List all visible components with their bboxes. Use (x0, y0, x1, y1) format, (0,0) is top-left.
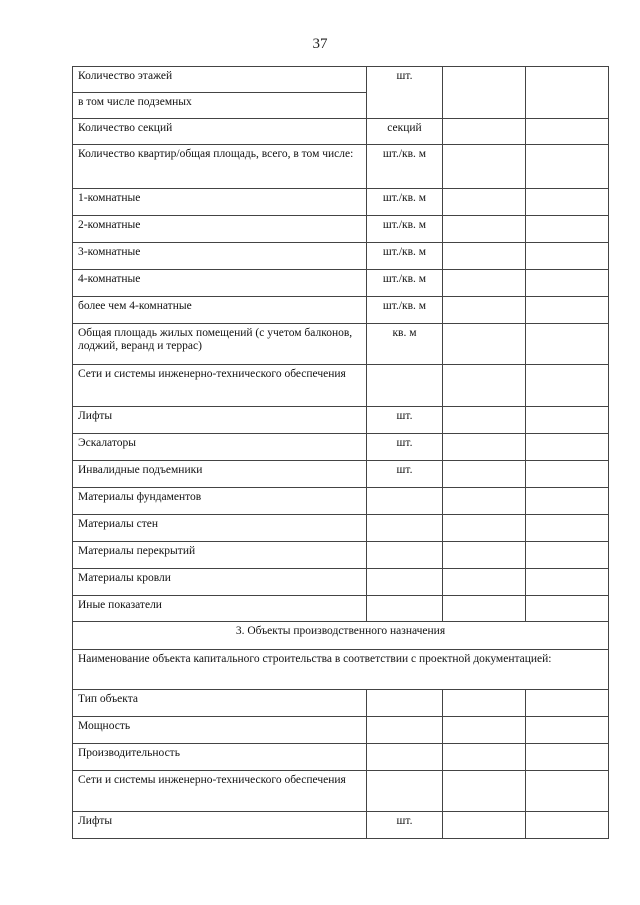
row-label: 1-комнатные (73, 189, 367, 216)
table-row (73, 189, 609, 216)
row-label: 4-комнатные (73, 270, 367, 297)
value-cell (443, 515, 526, 542)
row-unit: шт./кв. м (367, 216, 443, 243)
row-label: Количество этажей (73, 67, 367, 93)
table-row (73, 145, 609, 189)
row-unit: шт./кв. м (367, 297, 443, 324)
value-cell (443, 324, 526, 365)
table-row (73, 365, 609, 407)
value-cell (526, 717, 609, 744)
value-cell (443, 407, 526, 434)
table-row (73, 515, 609, 542)
row-label: Инвалидные подъемники (73, 461, 367, 488)
value-cell (526, 744, 609, 771)
value-cell (443, 488, 526, 515)
table-row (73, 542, 609, 569)
table-row (73, 569, 609, 596)
table-row (73, 119, 609, 145)
table-row (73, 461, 609, 488)
section-header-row (73, 622, 609, 650)
value-cell (526, 189, 609, 216)
row-label: в том числе подземных (73, 93, 367, 119)
row-unit: шт. (367, 461, 443, 488)
row-unit: шт./кв. м (367, 145, 443, 189)
table-row (73, 744, 609, 771)
row-label: Иные показатели (73, 596, 367, 622)
table-row (73, 717, 609, 744)
value-cell (526, 690, 609, 717)
value-cell (443, 744, 526, 771)
value-cell (443, 717, 526, 744)
row-label: Мощность (73, 717, 367, 744)
table-row (73, 270, 609, 297)
table-row (73, 771, 609, 812)
row-label: Наименование объекта капитального строительства в соответствии с проектной документацией: (73, 650, 609, 690)
table-row (73, 324, 609, 365)
value-cell (443, 216, 526, 243)
table-row (73, 243, 609, 270)
value-cell (526, 515, 609, 542)
row-unit: секций (367, 119, 443, 145)
table-row (73, 67, 609, 93)
value-cell (443, 243, 526, 270)
value-cell (526, 488, 609, 515)
row-unit: кв. м (367, 324, 443, 365)
value-cell (443, 145, 526, 189)
row-unit: шт./кв. м (367, 270, 443, 297)
value-cell (443, 270, 526, 297)
row-label: Тип объекта (73, 690, 367, 717)
row-label: более чем 4-комнатные (73, 297, 367, 324)
value-cell (443, 812, 526, 839)
value-cell (526, 771, 609, 812)
row-unit (367, 365, 443, 407)
row-label: Общая площадь жилых помещений (с учетом балконов, лоджий, веранд и террас) (73, 324, 367, 365)
table-row (73, 434, 609, 461)
value-cell (526, 365, 609, 407)
row-unit (367, 542, 443, 569)
row-unit (367, 596, 443, 622)
row-unit: шт. (367, 812, 443, 839)
table-row (73, 690, 609, 717)
value-cell (526, 542, 609, 569)
row-label: 3-комнатные (73, 243, 367, 270)
value-cell (526, 216, 609, 243)
value-cell (526, 243, 609, 270)
row-label: Сети и системы инженерно-технического обеспечения (73, 771, 367, 812)
value-cell (526, 407, 609, 434)
row-unit (367, 771, 443, 812)
row-unit (367, 488, 443, 515)
row-label: Материалы стен (73, 515, 367, 542)
table-row (73, 297, 609, 324)
row-label: Количество квартир/общая площадь, всего, в том числе: (73, 145, 367, 189)
row-label: Сети и системы инженерно-технического обеспечения (73, 365, 367, 407)
row-unit (367, 515, 443, 542)
row-label: Материалы фундаментов (73, 488, 367, 515)
value-cell (526, 297, 609, 324)
table-row (73, 596, 609, 622)
row-unit: шт. (367, 434, 443, 461)
value-cell (526, 461, 609, 488)
value-cell (526, 270, 609, 297)
row-label: Эскалаторы (73, 434, 367, 461)
row-unit (367, 569, 443, 596)
row-label: Лифты (73, 407, 367, 434)
row-unit: шт. (367, 407, 443, 434)
value-cell (526, 812, 609, 839)
value-cell (443, 365, 526, 407)
value-cell (526, 569, 609, 596)
table-row (73, 812, 609, 839)
table-row (73, 407, 609, 434)
row-unit: шт./кв. м (367, 189, 443, 216)
value-cell (443, 542, 526, 569)
value-cell (443, 569, 526, 596)
value-cell (526, 596, 609, 622)
table-row (73, 488, 609, 515)
table-row (73, 650, 609, 690)
value-cell (443, 189, 526, 216)
row-unit (367, 717, 443, 744)
value-cell (443, 771, 526, 812)
value-cell (443, 596, 526, 622)
value-cell (526, 67, 609, 119)
row-label: Материалы кровли (73, 569, 367, 596)
row-unit (367, 744, 443, 771)
value-cell (443, 119, 526, 145)
value-cell (526, 119, 609, 145)
row-label: Количество секций (73, 119, 367, 145)
row-unit (367, 690, 443, 717)
value-cell (443, 297, 526, 324)
table-row (73, 216, 609, 243)
value-cell (443, 434, 526, 461)
row-label: Материалы перекрытий (73, 542, 367, 569)
row-label: Лифты (73, 812, 367, 839)
page-number: 37 (312, 36, 328, 52)
value-cell (443, 461, 526, 488)
value-cell (443, 690, 526, 717)
value-cell (526, 434, 609, 461)
row-label: Производительность (73, 744, 367, 771)
section-title: 3. Объекты производственного назначения (73, 622, 609, 650)
value-cell (443, 67, 526, 119)
row-label: 2-комнатные (73, 216, 367, 243)
value-cell (526, 324, 609, 365)
row-unit: шт. (367, 67, 443, 119)
indicators-table (72, 66, 609, 839)
value-cell (526, 145, 609, 189)
row-unit: шт./кв. м (367, 243, 443, 270)
